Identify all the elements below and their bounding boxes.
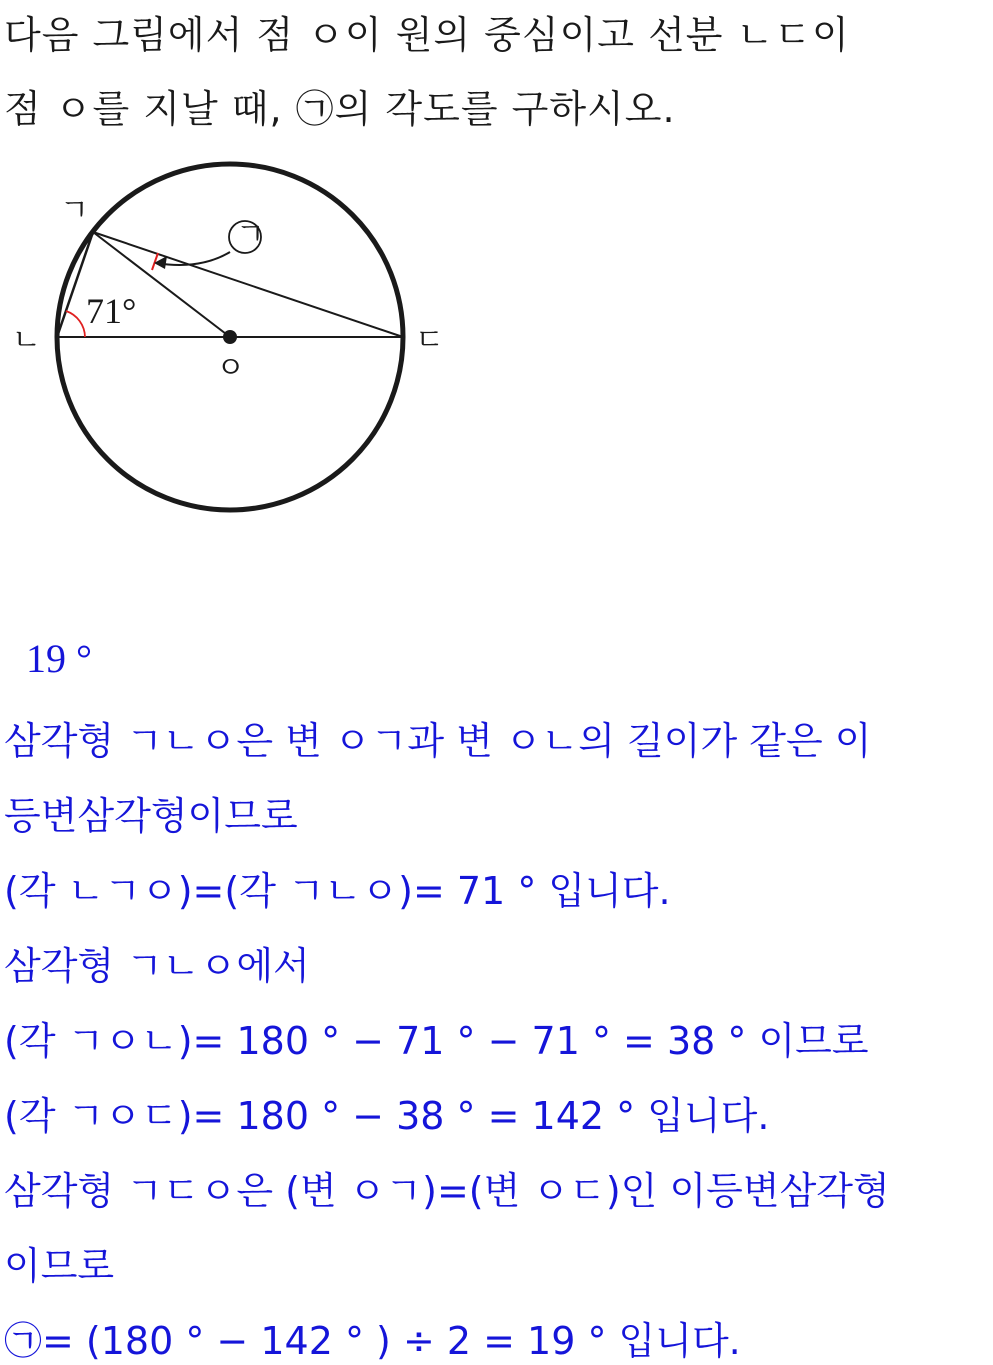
label-d: ㄷ	[415, 323, 444, 358]
solution-line-8: 이므로	[4, 1244, 115, 1288]
answer-value: 19 °	[26, 636, 92, 681]
circle-diagram	[0, 140, 460, 520]
label-n: ㄴ	[12, 323, 41, 358]
center-point	[223, 330, 237, 344]
solution-line-3: (각 ㄴㄱㅇ)=(각 ㄱㄴㅇ)= 71 ° 입니다.	[4, 869, 671, 913]
question-line-1: 다음 그림에서 점 ㅇ이 원의 중심이고 선분 ㄴㄷ이	[4, 13, 850, 57]
target-label: ㄱ	[236, 217, 265, 252]
solution-line-4: 삼각형 ㄱㄴㅇ에서	[4, 944, 310, 988]
solution-line-1: 삼각형 ㄱㄴㅇ은 변 ㅇㄱ과 변 ㅇㄴ의 길이가 같은 이	[4, 719, 872, 763]
solution-line-9: ㉠= (180 ° − 142 ° ) ÷ 2 = 19 ° 입니다.	[4, 1319, 741, 1363]
angle-arc-71	[66, 311, 85, 337]
solution-line-5: (각 ㄱㅇㄴ)= 180 ° − 71 ° − 71 ° = 38 ° 이므로	[4, 1019, 869, 1063]
label-o: ㅇ	[216, 351, 245, 386]
question-line-2: 점 ㅇ를 지날 때, ㉠의 각도를 구하시오.	[4, 87, 676, 131]
solution-line-7: 삼각형 ㄱㄷㅇ은 (변 ㅇㄱ)=(변 ㅇㄷ)인 이등변삼각형	[4, 1169, 890, 1213]
solution-line-6: (각 ㄱㅇㄷ)= 180 ° − 38 ° = 142 ° 입니다.	[4, 1094, 770, 1138]
pointer-arrow	[156, 252, 230, 265]
solution-line-2: 등변삼각형이므로	[4, 794, 298, 838]
label-g: ㄱ	[60, 193, 89, 228]
angle-label: 71°	[86, 291, 137, 331]
